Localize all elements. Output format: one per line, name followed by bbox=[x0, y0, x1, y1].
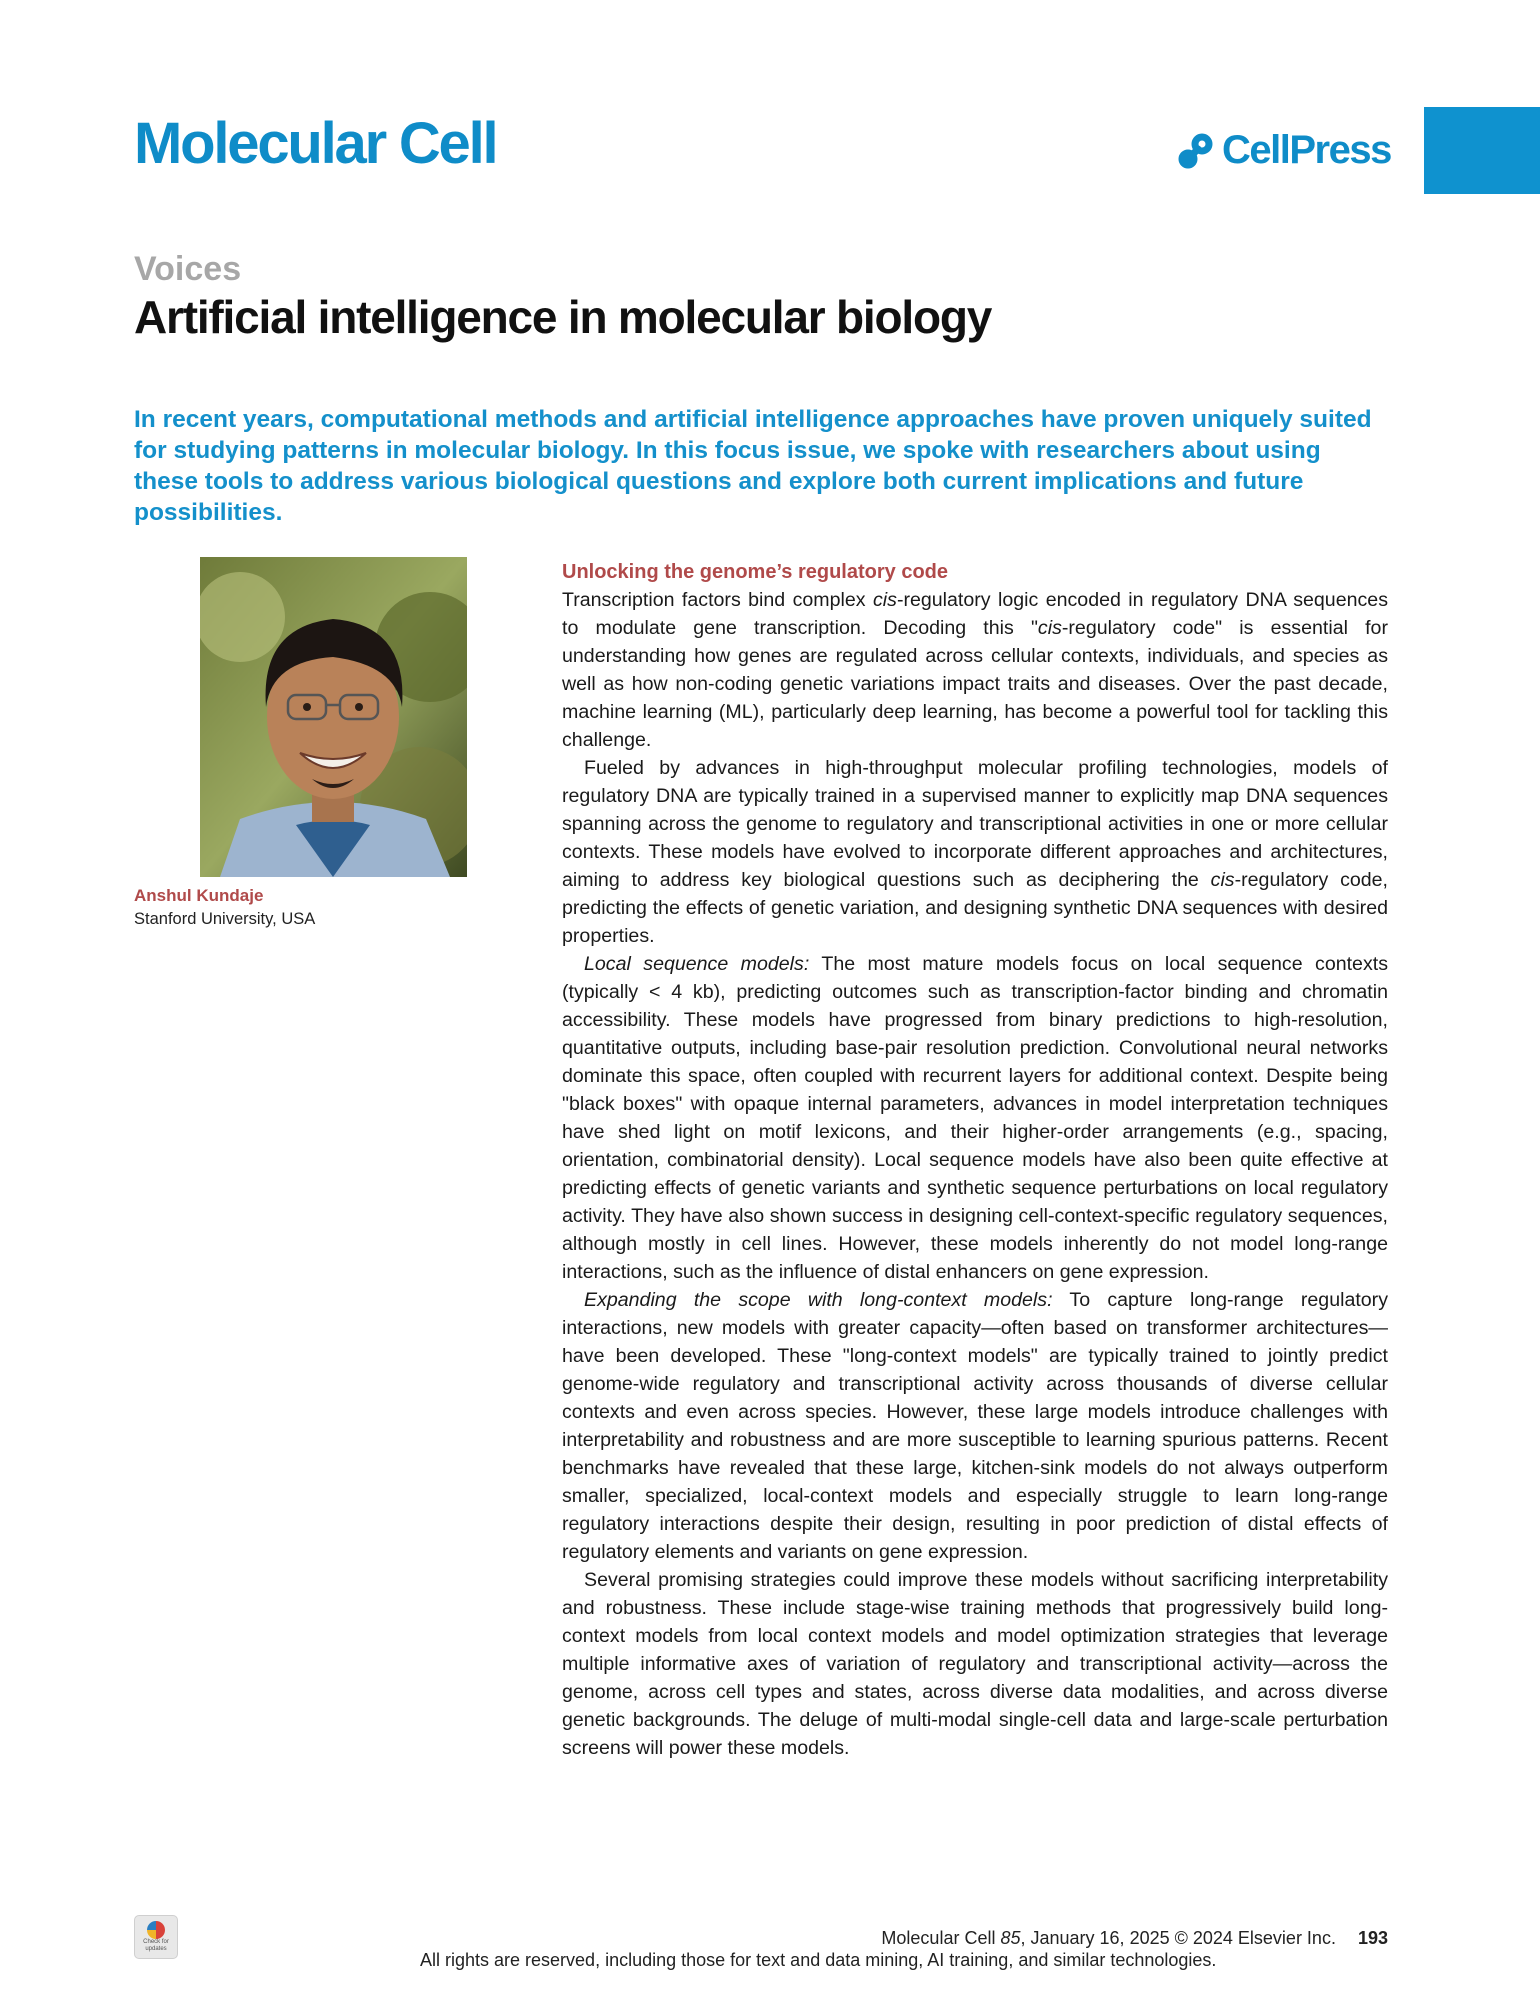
updates-icon bbox=[147, 1921, 165, 1939]
corner-tab bbox=[1424, 107, 1540, 194]
article-subhead: Unlocking the genome’s regulatory code bbox=[562, 561, 948, 583]
author-name: Anshul Kundaje bbox=[134, 886, 264, 905]
updates-label: Check for updates bbox=[143, 1939, 169, 1952]
paragraph-2: Fueled by advances in high-throughput molecular profiling technologies, models of regulatory DNA are typically trained in a supervised manner to explicitly map DNA sequences spanning across the genome to regulatory and transcriptional activities in one or more cellular contexts. These models have evolved to incorporate different approaches and architectures, aiming to address key biological questions such as deciphering the cis-regulatory code, predicting the effects of genetic variation, and designing synthetic DNA sequences with desired properties. bbox=[562, 757, 1388, 947]
paragraph-5: Several promising strategies could improve these models without sacrificing interpretability and robustness. These include stage-wise training methods that progressively build long-context models from local context models and model optimization strategies that leverage multiple informative axes of variation of regulatory and transcriptional activity—across the genome, across cell types and states, across diverse data modalities, and across diverse genetic backgrounds. The deluge of multi-modal single-cell data and large-scale perturbation screens will power these models. bbox=[562, 1569, 1388, 1759]
section-label: Voices bbox=[134, 250, 242, 288]
publisher-logo[interactable] bbox=[1176, 128, 1391, 173]
intro-paragraph: In recent years, computational methods and artificial intelligence approaches have proven uniquely suited for studying patterns in molecular biology. In this focus issue, we spoke with researchers about using these tools to address various biological questions and explore both current implications and future possibilities. bbox=[134, 406, 1372, 526]
article-body bbox=[562, 558, 1388, 1762]
cellpress-link-icon bbox=[1176, 131, 1216, 171]
publisher-name: CellPress bbox=[1222, 128, 1391, 172]
footer-rights: All rights are reserved, including those for text and data mining, AI training, and similar technologies. bbox=[420, 1950, 1217, 1970]
journal-title: Molecular Cell bbox=[134, 111, 497, 176]
check-for-updates-button[interactable] bbox=[134, 1915, 178, 1959]
paragraph-4: Expanding the scope with long-context models: To capture long-range regulatory interactions, new models with greater capacity—often based on transformer architectures—have been developed. These "long-context models" are typically trained to jointly predict genome-wide regulatory and transcriptional activity across thousands of diverse cellular contexts and even across species. However, these large models introduce challenges with interpretability and robustness and are more susceptible to learning spurious patterns. Recent benchmarks have revealed that these large, kitchen-sink models do not always outperform smaller, specialized, local-context models and especially struggle to learn long-range regulatory interactions despite their design, resulting in poor prediction of distal effects of regulatory elements and variants on gene expression. bbox=[562, 1289, 1388, 1563]
page-number: 193 bbox=[1357, 1928, 1388, 1948]
author-affiliation: Stanford University, USA bbox=[134, 910, 316, 928]
article-title: Artificial intelligence in molecular biology bbox=[134, 291, 992, 343]
paragraph-3: Local sequence models: The most mature models focus on local sequence contexts (typically < 4 kb), predicting outcomes such as transcription-factor binding and chromatin accessibility. These models have progressed from binary predictions to high-resolution, quantitative outputs, including base-pair resolution prediction. Convolutional neural networks dominate this space, often coupled with recurrent layers for additional context. Despite being "black boxes" with opaque internal parameters, advances in model interpretation techniques have shed light on motif lexicons, and their higher-order arrangements (e.g., spacing, orientation, combinatorial density). Local sequence models have also been quite effective at predicting effects of genetic variants and synthetic sequence perturbations on local regulatory activity. They have also shown success in designing cell-context-specific regulatory sequences, although mostly in cell lines. However, these models inherently do not model long-range interactions, such as the influence of distal enhancers on gene expression. bbox=[562, 953, 1388, 1283]
footer-citation: Molecular Cell 85, January 16, 2025 © 2024 Elsevier Inc. 193 bbox=[881, 1928, 1388, 1948]
author-photo bbox=[200, 557, 467, 877]
paragraph-1: Transcription factors bind complex cis-regulatory logic encoded in regulatory DNA sequences to modulate gene transcription. Decoding this "cis-regulatory code" is essential for understanding how genes are regulated across cellular contexts, individuals, and species as well as how non-coding genetic variations impact traits and diseases. Over the past decade, machine learning (ML), particularly deep learning, has become a powerful tool for tackling this challenge. bbox=[562, 589, 1388, 751]
